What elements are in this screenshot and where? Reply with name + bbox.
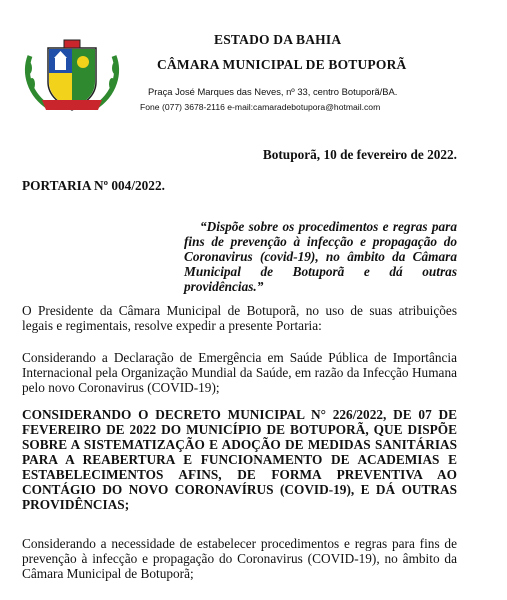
contact-line: Fone (077) 3678-2116 e-mail:camaradebotupora@hotmail.com (140, 102, 381, 112)
paragraph-preamble: O Presidente da Câmara Municipal de Botuporã, no uso de suas atribuições legais e regimentais, resolve expedir a presente Portaria: (22, 303, 457, 333)
state-heading: ESTADO DA BAHIA (214, 32, 342, 47)
chamber-heading: CÂMARA MUNICIPAL DE BOTUPORÃ (157, 57, 407, 72)
paragraph-considering-procedures: Considerando a necessidade de estabelecer procedimentos e regras para fins de prevenção à infecção e propagação do Coronavirus (COVID-19), no âmbito da Câmara Municipal de Botuporã; (22, 536, 457, 581)
paragraph-considering-decree: CONSIDERANDO O DECRETO MUNICIPAL N° 226/2022, DE 07 DE FEVEREIRO DE 2022 DO MUNICÍPIO DE BOTUPORÃ, QUE DISPÕE SOBRE A SISTEMATIZAÇÃO E ADOÇÃO DE MEDIDAS SANITÁRIAS PARA A REABERTURA E FUNCIONAMENTO DE ACADEMIAS E ESTABELECIMENTOS AFINS, DE FORMA PREVENTIVA AO CONTÁGIO DO NOVO CORONAVÍRUS (COVID-19), E DÁ OUTRAS PROVIDÊNCIAS; (22, 407, 457, 512)
address-line: Praça José Marques das Neves, nº 33, centro Botuporã/BA. (148, 86, 398, 97)
summary-paragraph (184, 219, 457, 294)
date-line: Botuporã, 10 de fevereiro de 2022. (262, 147, 457, 162)
summary-text: “Dispõe sobre os procedimentos e regras para fins de prevenção à infecção e propagação do Coronavirus (covid-19), no âmbito da Câmara Municipal de Botuporã e dá outras providências.” (184, 219, 457, 294)
municipal-crest-icon (22, 38, 122, 118)
paragraph-considering-emergency: Considerando a Declaração de Emergência em Saúde Pública de Importância Internacional pela Organização Mundial da Saúde, em razão da Infecção Humana pelo novo Coronavirus (COVID-19); (22, 350, 457, 395)
portaria-title: PORTARIA Nº 004/2022. (22, 178, 165, 193)
